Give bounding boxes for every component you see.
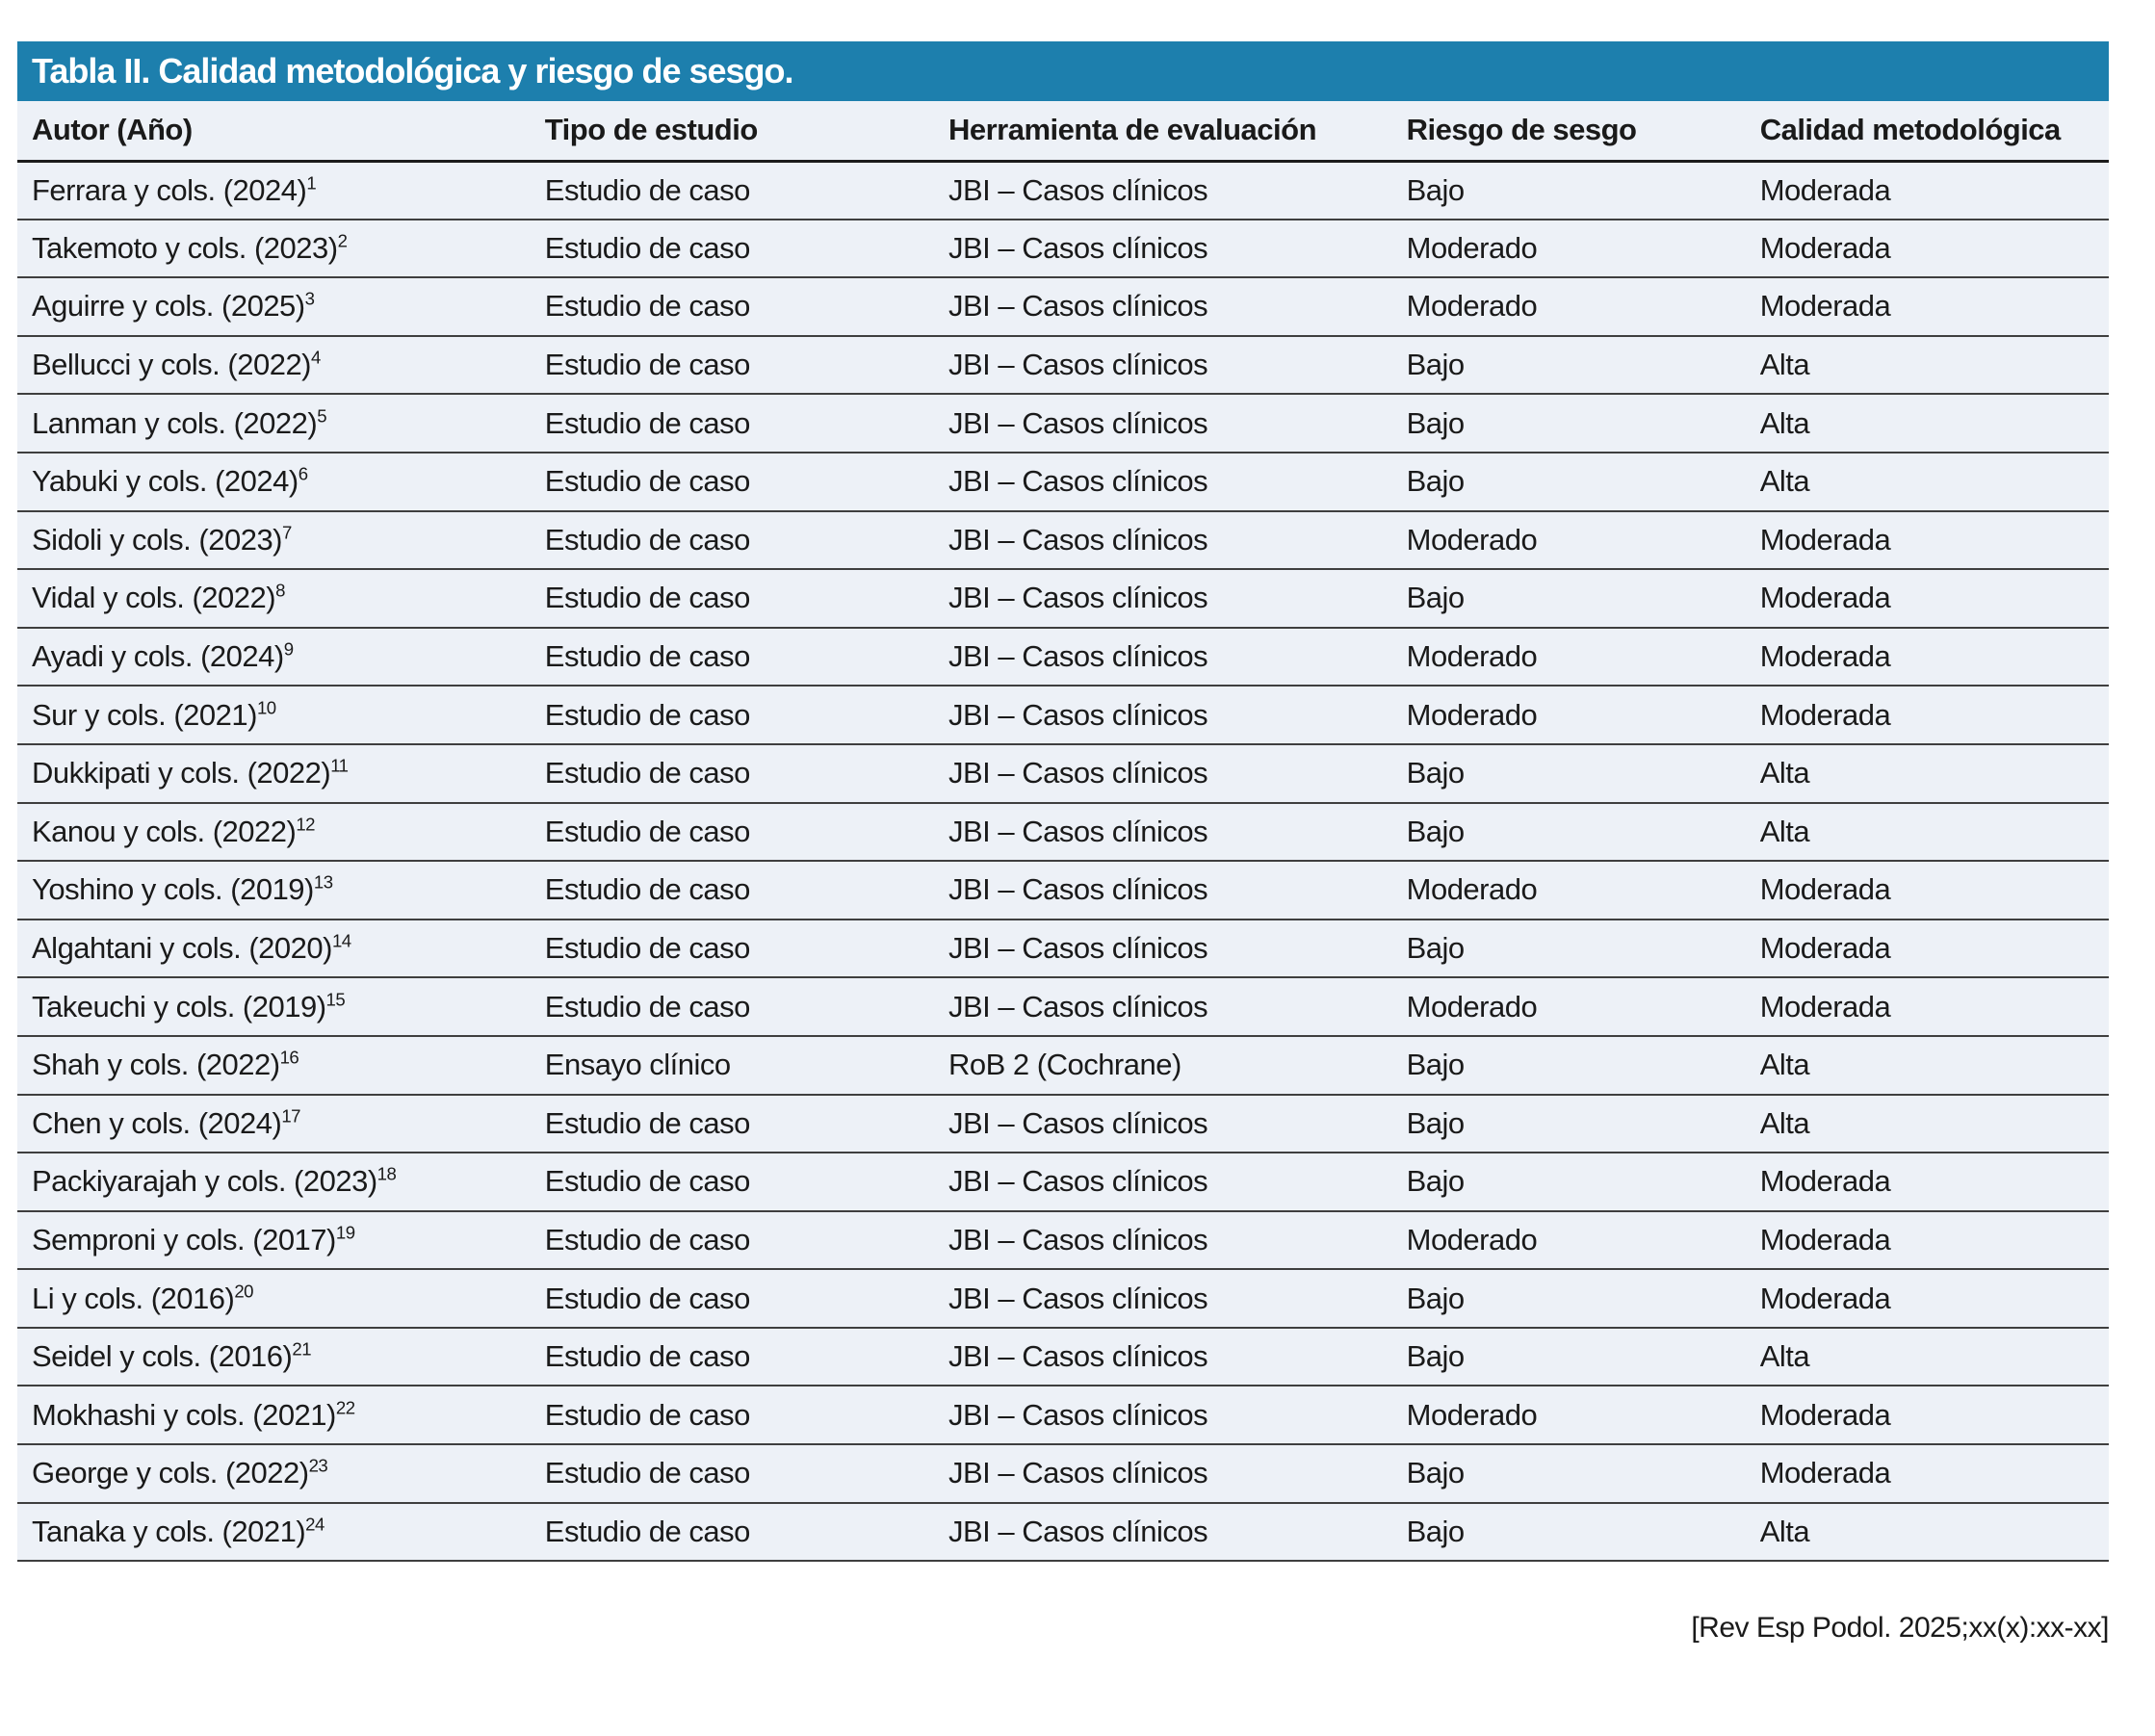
author-cell: Ayadi y cols. $(2024)^9$: [17, 628, 526, 687]
table-row: [17, 1386, 2109, 1444]
risk-cell: Bajo: [1388, 1503, 1741, 1562]
tool-cell: JBI – Casos clínicos: [929, 1503, 1388, 1562]
study-type-cell: Estudio de caso: [526, 628, 929, 687]
table-row: [17, 277, 2109, 336]
risk-cell: Moderado: [1388, 220, 1741, 278]
author-cell: Chen y cols. $(2024)^{17}$: [17, 1095, 526, 1153]
table-container: [17, 41, 2109, 1645]
citation-ref: 12: [296, 814, 316, 835]
tool-cell: JBI – Casos clínicos: [929, 453, 1388, 511]
table-row: [17, 686, 2109, 744]
study-type-cell: Estudio de caso: [526, 453, 929, 511]
risk-cell: Moderado: [1388, 686, 1741, 744]
study-type-cell: Estudio de caso: [526, 1153, 929, 1211]
table-row: [17, 1503, 2109, 1562]
table-row: [17, 1269, 2109, 1328]
author-cell: Lanman y cols. $(2022)^5$: [17, 394, 526, 453]
quality-cell: Moderada: [1741, 628, 2109, 687]
quality-cell: Alta: [1741, 394, 2109, 453]
study-type-cell: Estudio de caso: [526, 277, 929, 336]
table-row: [17, 394, 2109, 453]
author-cell: Yoshino y cols. $(2019)^{13}$: [17, 861, 526, 920]
risk-cell: Bajo: [1388, 803, 1741, 862]
risk-cell: Bajo: [1388, 1328, 1741, 1386]
quality-cell: Alta: [1741, 1036, 2109, 1095]
risk-cell: Bajo: [1388, 161, 1741, 220]
risk-cell: Moderado: [1388, 277, 1741, 336]
study-type-cell: Estudio de caso: [526, 394, 929, 453]
author-cell: Semproni y cols. $(2017)^{19}$: [17, 1211, 526, 1270]
table-row: [17, 977, 2109, 1036]
citation-ref: 1: [306, 172, 317, 194]
quality-cell: Alta: [1741, 744, 2109, 803]
quality-cell: Alta: [1741, 1095, 2109, 1153]
author-cell: Ferrara y cols. $(2024)^1$: [17, 161, 526, 220]
citation-ref: 3: [304, 289, 315, 310]
author-cell: Packiyarajah y cols. $(2023)^{18}$: [17, 1153, 526, 1211]
citation-ref: 20: [234, 1281, 254, 1302]
author-cell: Algahtani y cols. $(2020)^{14}$: [17, 920, 526, 978]
risk-cell: Bajo: [1388, 1269, 1741, 1328]
table-row: [17, 1095, 2109, 1153]
table-row: [17, 1328, 2109, 1386]
study-type-cell: Estudio de caso: [526, 1386, 929, 1444]
study-type-cell: Estudio de caso: [526, 861, 929, 920]
risk-cell: Moderado: [1388, 977, 1741, 1036]
table-row: [17, 511, 2109, 570]
tool-cell: JBI – Casos clínicos: [929, 220, 1388, 278]
risk-cell: Bajo: [1388, 744, 1741, 803]
risk-cell: Bajo: [1388, 1095, 1741, 1153]
table-row: [17, 1036, 2109, 1095]
study-type-cell: Estudio de caso: [526, 1269, 929, 1328]
risk-cell: Bajo: [1388, 336, 1741, 395]
table-row: [17, 569, 2109, 628]
tool-cell: JBI – Casos clínicos: [929, 569, 1388, 628]
tool-cell: JBI – Casos clínicos: [929, 394, 1388, 453]
citation-ref: 24: [305, 1514, 325, 1535]
tool-cell: JBI – Casos clínicos: [929, 1386, 1388, 1444]
column-header-quality: Calidad metodológica: [1741, 101, 2109, 161]
author-cell: Kanou y cols. $(2022)^{12}$: [17, 803, 526, 862]
risk-cell: Bajo: [1388, 920, 1741, 978]
tool-cell: JBI – Casos clínicos: [929, 628, 1388, 687]
tool-cell: JBI – Casos clínicos: [929, 1211, 1388, 1270]
tool-cell: JBI – Casos clínicos: [929, 277, 1388, 336]
table-row: [17, 161, 2109, 220]
tool-cell: JBI – Casos clínicos: [929, 744, 1388, 803]
study-type-cell: Estudio de caso: [526, 220, 929, 278]
tool-cell: JBI – Casos clínicos: [929, 861, 1388, 920]
study-type-cell: Estudio de caso: [526, 161, 929, 220]
quality-cell: Moderada: [1741, 861, 2109, 920]
citation-ref: 4: [311, 347, 321, 368]
quality-cell: Moderada: [1741, 1269, 2109, 1328]
risk-cell: Moderado: [1388, 861, 1741, 920]
quality-risk-table: [17, 101, 2109, 1562]
author-cell: Sidoli y cols. $(2023)^7$: [17, 511, 526, 570]
study-type-cell: Estudio de caso: [526, 1503, 929, 1562]
study-type-cell: Estudio de caso: [526, 1444, 929, 1503]
risk-cell: Bajo: [1388, 453, 1741, 511]
table-row: [17, 803, 2109, 862]
tool-cell: JBI – Casos clínicos: [929, 1328, 1388, 1386]
risk-cell: Moderado: [1388, 1211, 1741, 1270]
tool-cell: JBI – Casos clínicos: [929, 336, 1388, 395]
citation-ref: 17: [281, 1105, 300, 1127]
study-type-cell: Estudio de caso: [526, 336, 929, 395]
quality-cell: Moderada: [1741, 686, 2109, 744]
risk-cell: Moderado: [1388, 628, 1741, 687]
table-row: [17, 920, 2109, 978]
study-type-cell: Estudio de caso: [526, 1328, 929, 1386]
column-header-author: Autor (Año): [17, 101, 526, 161]
quality-cell: Alta: [1741, 1328, 2109, 1386]
author-cell: Vidal y cols. $(2022)^8$: [17, 569, 526, 628]
column-header-study-type: Tipo de estudio: [526, 101, 929, 161]
risk-cell: Bajo: [1388, 1036, 1741, 1095]
author-cell: Takemoto y cols. $(2023)^2$: [17, 220, 526, 278]
tool-cell: JBI – Casos clínicos: [929, 1269, 1388, 1328]
study-type-cell: Estudio de caso: [526, 977, 929, 1036]
author-cell: Shah y cols. $(2022)^{16}$: [17, 1036, 526, 1095]
tool-cell: JBI – Casos clínicos: [929, 1095, 1388, 1153]
quality-cell: Alta: [1741, 803, 2109, 862]
author-cell: Li y cols. $(2016)^{20}$: [17, 1269, 526, 1328]
tool-cell: RoB 2 (Cochrane): [929, 1036, 1388, 1095]
column-header-tool: Herramienta de evaluación: [929, 101, 1388, 161]
tool-cell: JBI – Casos clínicos: [929, 511, 1388, 570]
author-cell: Takeuchi y cols. $(2019)^{15}$: [17, 977, 526, 1036]
table-title: Tabla II. Calidad metodológica y riesgo de sesgo.: [32, 51, 793, 91]
citation-ref: 16: [279, 1047, 299, 1068]
table-title-bar: [17, 41, 2109, 101]
citation-ref: 22: [335, 1397, 355, 1418]
citation-ref: 10: [256, 697, 276, 718]
quality-cell: Moderada: [1741, 1444, 2109, 1503]
quality-cell: Moderada: [1741, 569, 2109, 628]
citation-ref: 9: [283, 638, 294, 660]
study-type-cell: Estudio de caso: [526, 803, 929, 862]
tool-cell: JBI – Casos clínicos: [929, 920, 1388, 978]
author-cell: Dukkipati y cols. $(2022)^{11}$: [17, 744, 526, 803]
table-row: [17, 1153, 2109, 1211]
table-row: [17, 453, 2109, 511]
author-cell: George y cols. $(2022)^{23}$: [17, 1444, 526, 1503]
tool-cell: JBI – Casos clínicos: [929, 803, 1388, 862]
citation-ref: 5: [317, 405, 327, 427]
tool-cell: JBI – Casos clínicos: [929, 1153, 1388, 1211]
citation-ref: 15: [325, 989, 346, 1010]
citation-ref: 21: [292, 1338, 312, 1360]
journal-citation: [Rev Esp Podol. 2025;xx(x):xx-xx]: [1691, 1612, 2109, 1645]
quality-cell: Moderada: [1741, 920, 2109, 978]
quality-cell: Moderada: [1741, 220, 2109, 278]
risk-cell: Moderado: [1388, 1386, 1741, 1444]
table-body: [17, 161, 2109, 1561]
author-cell: Mokhashi y cols. $(2021)^{22}$: [17, 1386, 526, 1444]
quality-cell: Alta: [1741, 336, 2109, 395]
quality-cell: Moderada: [1741, 1386, 2109, 1444]
table-row: [17, 220, 2109, 278]
study-type-cell: Estudio de caso: [526, 511, 929, 570]
tool-cell: JBI – Casos clínicos: [929, 977, 1388, 1036]
author-cell: Sur y cols. $(2021)^{10}$: [17, 686, 526, 744]
citation-ref: 6: [298, 463, 308, 484]
quality-cell: Moderada: [1741, 1211, 2109, 1270]
risk-cell: Bajo: [1388, 1444, 1741, 1503]
citation-ref: 2: [337, 230, 348, 251]
citation-ref: 23: [308, 1456, 328, 1477]
quality-cell: Moderada: [1741, 277, 2109, 336]
study-type-cell: Estudio de caso: [526, 920, 929, 978]
quality-cell: Moderada: [1741, 977, 2109, 1036]
citation-ref: 11: [330, 755, 349, 776]
table-row: [17, 861, 2109, 920]
quality-cell: Moderada: [1741, 511, 2109, 570]
table-header-row: [17, 101, 2109, 161]
table-row: [17, 744, 2109, 803]
quality-cell: Moderada: [1741, 161, 2109, 220]
quality-cell: Alta: [1741, 1503, 2109, 1562]
author-cell: Seidel y cols. $(2016)^{21}$: [17, 1328, 526, 1386]
table-row: [17, 1444, 2109, 1503]
table-row: [17, 628, 2109, 687]
author-cell: Aguirre y cols. $(2025)^3$: [17, 277, 526, 336]
study-type-cell: Estudio de caso: [526, 569, 929, 628]
citation-ref: 14: [331, 930, 351, 951]
column-header-risk: Riesgo de sesgo: [1388, 101, 1741, 161]
citation-ref: 8: [275, 581, 285, 602]
quality-cell: Alta: [1741, 453, 2109, 511]
tool-cell: JBI – Casos clínicos: [929, 686, 1388, 744]
quality-cell: Moderada: [1741, 1153, 2109, 1211]
citation-ref: 7: [282, 522, 292, 543]
tool-cell: JBI – Casos clínicos: [929, 161, 1388, 220]
author-cell: Tanaka y cols. $(2021)^{24}$: [17, 1503, 526, 1562]
study-type-cell: Estudio de caso: [526, 1211, 929, 1270]
risk-cell: Moderado: [1388, 511, 1741, 570]
author-cell: Yabuki y cols. $(2024)^6$: [17, 453, 526, 511]
table-row: [17, 336, 2109, 395]
table-row: [17, 1211, 2109, 1270]
citation-ref: 18: [376, 1164, 397, 1185]
risk-cell: Bajo: [1388, 1153, 1741, 1211]
study-type-cell: Ensayo clínico: [526, 1036, 929, 1095]
study-type-cell: Estudio de caso: [526, 1095, 929, 1153]
citation-ref: 19: [335, 1222, 355, 1243]
study-type-cell: Estudio de caso: [526, 744, 929, 803]
study-type-cell: Estudio de caso: [526, 686, 929, 744]
author-cell: Bellucci y cols. $(2022)^4$: [17, 336, 526, 395]
risk-cell: Bajo: [1388, 569, 1741, 628]
risk-cell: Bajo: [1388, 394, 1741, 453]
tool-cell: JBI – Casos clínicos: [929, 1444, 1388, 1503]
citation-ref: 13: [313, 872, 333, 894]
